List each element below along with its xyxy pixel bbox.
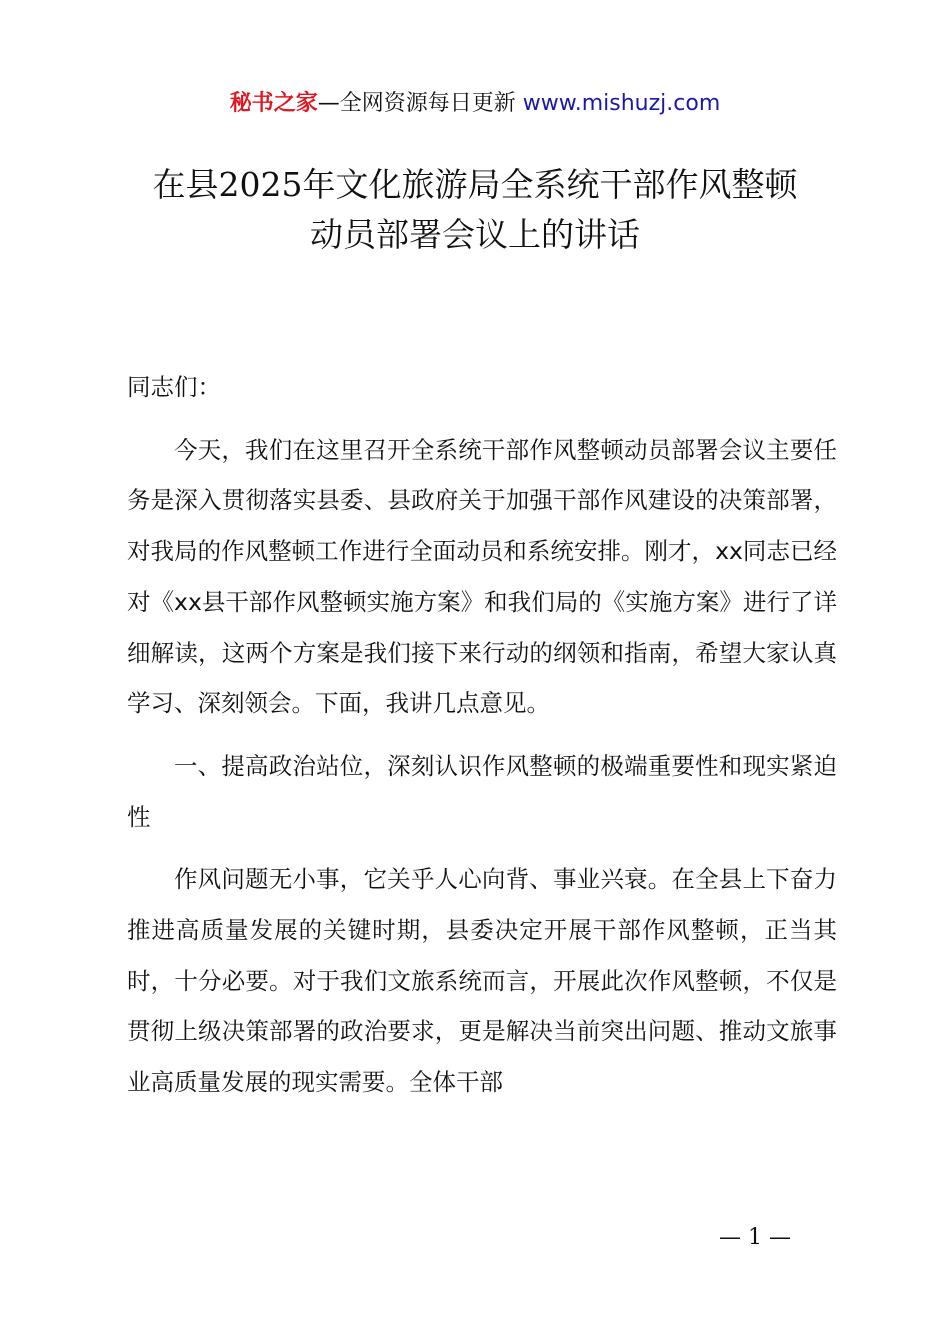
document-title bbox=[100, 160, 850, 260]
section-heading-1: 一、提高政治站位，深刻认识作风整顿的极端重要性和现实紧迫性 bbox=[127, 751, 837, 831]
title-line-2: 动员部署会议上的讲话 bbox=[310, 215, 640, 254]
paragraph-section-1: 作风问题无小事，它关乎人心向背、事业兴衰。在全县上下奋力推进高质量发展的关键时期，县委决定开展干部作风整顿，正当其时，十分必要。对于我们文旅系统而言，开展此次作风整顿，不仅是贯彻上级决策部署的政治要求，更是解决当前突出问题、推动文旅事业高质量发展的现实需要。全体干部 bbox=[127, 865, 837, 1097]
header-tagline: —全网资源每日更新 bbox=[317, 91, 523, 116]
salutation: 同志们： bbox=[127, 373, 221, 401]
document-body bbox=[127, 362, 837, 1108]
site-header bbox=[0, 88, 950, 120]
page-number: — 1 — bbox=[719, 1225, 791, 1250]
paragraph-intro: 今天，我们在这里召开全系统干部作风整顿动员部署会议主要任务是深入贯彻落实县委、县政府关于加强干部作风建设的决策部署，对我局的作风整顿工作进行全面动员和系统安排。刚才，xx同志已经对《xx县干部作风整顿实施方案》和我们局的《实施方案》进行了详细解读，这两个方案是我们接下来行动的纲领和指南，希望大家认真学习、深刻领会。下面，我讲几点意见。 bbox=[127, 435, 837, 718]
site-url-link[interactable]: www.mishuzj.com bbox=[522, 91, 721, 116]
title-line-1: 在县2025年文化旅游局全系统干部作风整顿 bbox=[152, 165, 798, 204]
brand-name: 秘书之家 bbox=[229, 91, 318, 116]
